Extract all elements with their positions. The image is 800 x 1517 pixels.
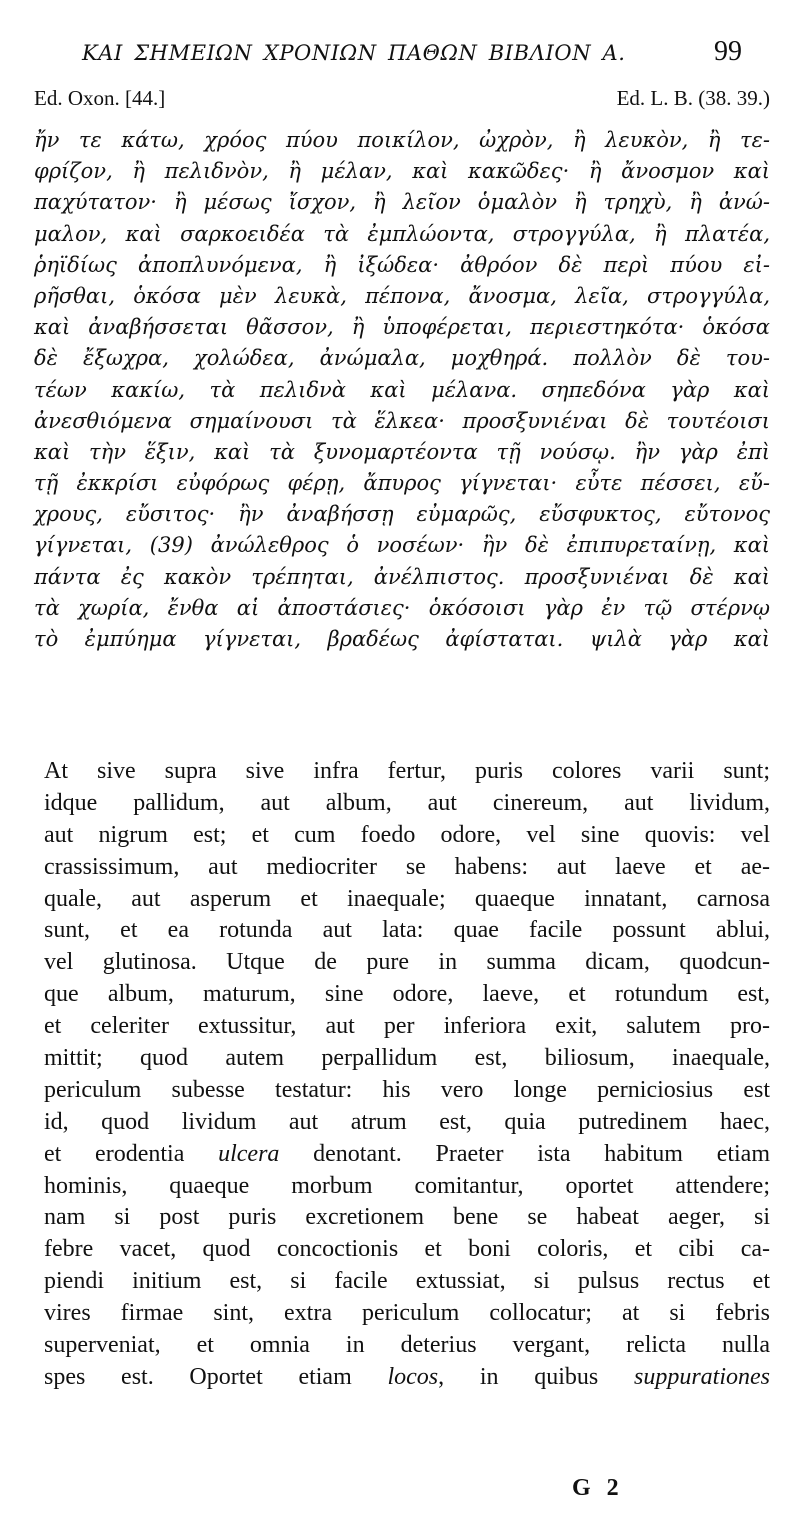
running-head	[82, 36, 742, 68]
latin-line: idque pallidum, aut album, aut cinereum, aut lividum,	[44, 789, 770, 816]
latin-line: superveniat, et omnia in deterius vergant, relicta nulla	[44, 1332, 770, 1359]
greek-line: τὸ ἐμπύημα γίγνεται, βραδέως ἀφίσταται. ψιλὰ γὰρ καὶ	[34, 627, 770, 651]
latin-line: periculum subesse testatur: his vero longe perniciosius est	[44, 1076, 770, 1103]
latin-line: mittit; quod autem perpallidum est, biliosum, inaequale,	[44, 1045, 770, 1072]
italic-term: suppurationes	[633, 1363, 770, 1390]
latin-line: piendi initium est, si facile extussiat, si pulsus rectus et	[44, 1268, 770, 1295]
greek-line: γίγνεται, (39) ἀνώλεθρος ὁ νοσέων· ἢν δὲ ἐπιπυρεταίνῃ, καὶ	[34, 533, 770, 558]
latin-line: vel glutinosa. Utque de pure in summa dicam, quodcun-	[44, 949, 770, 976]
latin-line: que album, maturum, sine odore, laeve, et rotundum est,	[44, 981, 770, 1008]
italic-term: ulcera	[218, 1140, 280, 1167]
latin-line: hominis, quaeque morbum comitantur, oportet attendere;	[44, 1172, 770, 1199]
greek-line: πάντα ἐς κακὸν τρέπηται, ἀνέλπιστος. προσξυνιέναι δὲ καὶ	[34, 564, 770, 589]
greek-line: ἀνεσθιόμενα σημαίνουσι τὰ ἕλκεα· προσξυνιέναι δὲ τουτέοισι	[34, 408, 770, 433]
greek-line: φρίζον, ἢ πελιδνὸν, ἢ μέλαν, καὶ κακῶδες· ἢ ἄνοσμον καὶ	[34, 159, 770, 184]
latin-line: et celeriter extussitur, aut per inferiora exit, salutem pro-	[44, 1013, 770, 1040]
printer-signature: G 2	[572, 1475, 624, 1501]
edition-reference	[34, 86, 770, 111]
running-title: ΚΑΙ ΣΗΜΕΙΩΝ ΧΡΟΝΙΩΝ ΠΑΘΩΝ ΒΙΒΛΙΟΝ Α.	[82, 41, 626, 65]
greek-line: παχύτατον· ἢ μέσως ἴσχον, ἢ λεῖον ὁμαλὸν ἢ τρηχὺ, ἢ ἀνώ-	[34, 190, 770, 215]
page-number: 99	[714, 36, 742, 67]
latin-line: febre vacet, quod concoctionis et boni coloris, et cibi ca-	[44, 1236, 770, 1263]
greek-text-block	[34, 125, 770, 655]
latin-line: id, quod lividum aut atrum est, quia putredinem haec,	[44, 1108, 770, 1135]
italic-term: locos	[387, 1363, 439, 1390]
latin-line: spes est. Oportet etiam locos, in quibus suppurationes	[44, 1363, 770, 1390]
edition-oxon: Ed. Oxon. [44.]	[34, 86, 166, 110]
latin-line: At sive supra sive infra fertur, puris colores varii sunt;	[44, 758, 770, 784]
latin-line: nam si post puris excretionem bene se habeat aeger, si	[44, 1204, 770, 1231]
latin-line: quale, aut asperum et inaequale; quaeque innatant, carnosa	[44, 885, 770, 912]
latin-line: aut nigrum est; et cum foedo odore, vel sine quovis: vel	[44, 821, 770, 848]
greek-line: τὰ χωρία, ἔνθα αἱ ἀποστάσιες· ὁκόσοισι γὰρ ἐν τῷ στέρνῳ	[34, 595, 770, 620]
greek-line: μαλον, καὶ σαρκοειδέα τὰ ἐμπλώοντα, στρογγύλα, ἢ πλατέα,	[34, 221, 770, 246]
greek-line: τέων κακίω, τὰ πελιδνὰ καὶ μέλανα. σηπεδόνα γὰρ καὶ	[34, 377, 770, 402]
greek-line: χρους, εὔσιτος· ἢν ἀναβήσσῃ εὐμαρῶς, εὔσφυκτος, εὔτονος	[34, 502, 770, 527]
greek-line: δὲ ἔξωχρα, χολώδεα, ἀνώμαλα, μοχθηρά. πολλὸν δὲ του-	[34, 346, 770, 371]
latin-line: crassissimum, aut mediocriter se habens: aut laeve et ae-	[44, 853, 770, 880]
greek-line: ρῆσθαι, ὁκόσα μὲν λευκὰ, πέπονα, ἄνοσμα, λεῖα, στρογγύλα,	[34, 283, 770, 308]
greek-line: καὶ ἀναβήσσεται θᾶσσον, ἢ ὑποφέρεται, περιεστηκότα· ὁκόσα	[34, 315, 770, 340]
greek-line: τῇ ἐκκρίσι εὐφόρως φέρῃ, ἄπυρος γίγνεται· εὖτε πέσσει, εὔ-	[34, 471, 770, 496]
latin-line: et erodentia ulcera denotant. Praeter ista habitum etiam	[44, 1140, 771, 1167]
latin-translation-block	[44, 756, 770, 1394]
edition-lb: Ed. L. B. (38. 39.)	[616, 86, 770, 110]
latin-line: sunt, et ea rotunda aut lata: quae facile possunt ablui,	[44, 917, 770, 944]
greek-line: ἤν τε κάτω, χρόος πύου ποικίλον, ὠχρὸν, ἢ λευκὸν, ἢ τε-	[34, 128, 770, 152]
greek-line: καὶ τὴν ἕξιν, καὶ τὰ ξυνομαρτέοντα τῇ νούσῳ. ἢν γὰρ ἐπὶ	[34, 439, 770, 464]
greek-line: ῥηϊδίως ἀποπλυνόμενα, ἢ ἰξώδεα· ἀθρόον δὲ περὶ πύου εἰ-	[34, 252, 770, 277]
latin-line: vires firmae sint, extra periculum collocatur; at si febris	[44, 1300, 770, 1327]
